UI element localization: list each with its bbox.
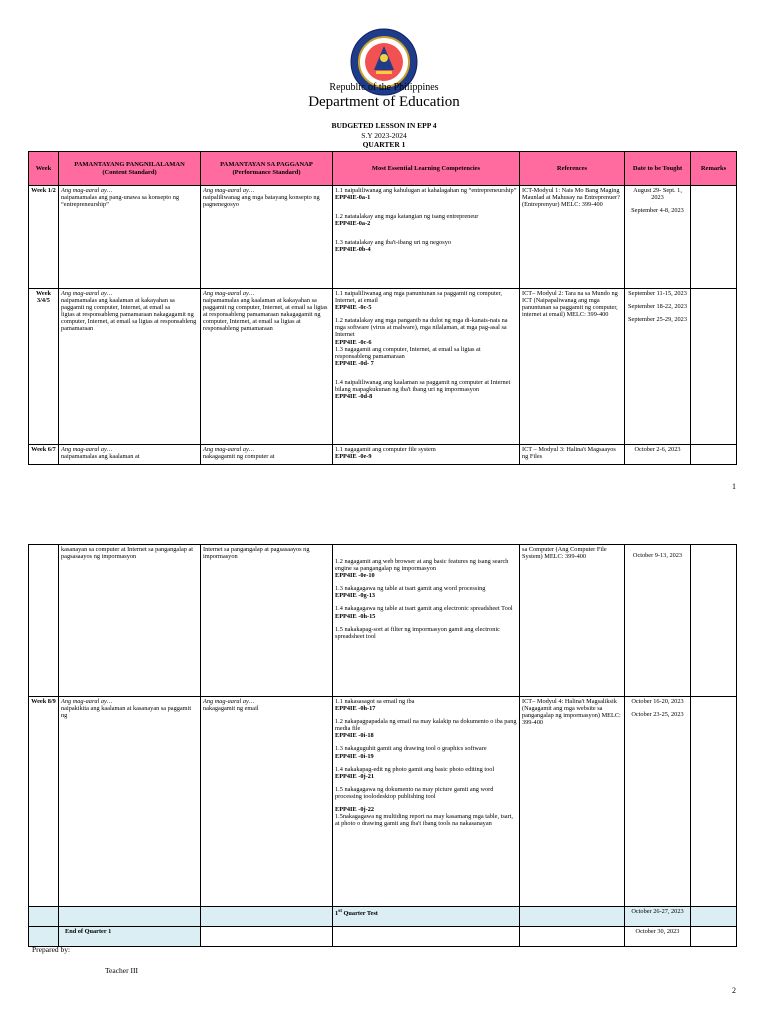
republic-line: Republic of the Philippines	[329, 82, 439, 93]
melc-cell: 1.1 nakasasagot sa email ng iba EPP4IE -0h-17 1.2 nakapagpapadala ng email na may kalakip na dokumento o iba pang media file EPP4IE -0i-18 1.3 nakaguguhit gamit ang drawing tool o graphics software EPP4IE -0i-19 1.4 nakakapag-edit ng photo gamit ang basic photo editing tool EPP4IE -0j-21 1.5 nakagagawa ng dokumento na may picture gamit ang word processing toolodesktop publishing tool EPP4IE -0j-22 1.5nakagagawa ng multiding report na may kasamang mga table, tsart, at photo o drawing gamit ang iba't ibang tools na nakasanayan	[333, 697, 520, 907]
header-melc: Most Essential Learning Competencies	[333, 152, 520, 186]
week-cell: Week 3/4/5	[29, 289, 59, 445]
week-cell	[29, 545, 59, 697]
date-cell: October 2-6, 2023	[625, 445, 691, 465]
date-cell: September 11-15, 2023 September 18-22, 2023 September 25-29, 2023	[625, 289, 691, 445]
quarter-label: QUARTER 1	[362, 140, 406, 149]
page-1	[0, 0, 768, 500]
performance-standard-cell: Internet sa pangangalap at pagsasaayos ng impormasyon	[201, 545, 333, 697]
prepared-by-label: Prepared by:	[32, 945, 71, 954]
header-references: References	[520, 152, 625, 186]
table-row	[29, 697, 737, 907]
end-of-quarter-date: October 30, 2023	[625, 927, 691, 947]
date-cell: August 29- Sept. 1, 2023 September 4-8, 2023	[625, 186, 691, 289]
week-cell: Week 8/9	[29, 697, 59, 907]
references-cell: ICT– Modyul 4: Halina't Magsaliksik (Nagagamit ang mga website sa pangangalap ng impormasyon) MELC: 399-400	[520, 697, 625, 907]
references-cell: sa Computer (Ang Computer File System) MELC: 399-400	[520, 545, 625, 697]
references-cell: ICT– Modyul 2: Tara na sa Mundo ng ICT (Naipapaliwanag ang mga panuntunan sa paggamit ng computer, internet at email) MELC: 399-400	[520, 289, 625, 445]
remarks-cell	[691, 289, 737, 445]
melc-cell: 1.1 nagagamit ang computer file system EPP4IE -0e-9	[333, 445, 520, 465]
melc-cell: 1.1 naipaliliwanag ang mga panuntunan sa paggamit ng computer, Internet, at email EPP4IE -0c-5 1.2 natatalakay ang mga panganib na dulot ng mga di-kanais-nais na mga software (virus at malware), mga nilalaman, at mga pag-asal sa Internet EPP4IE -0c-6 1.3 nagagamit ang computer, Internet, at email sa ligtas at responsableng pamamaraan EPP4IE -0d- 7 1.4 naipaliliwanag ang kaalaman sa paggamit ng computer at Internet bilang mapagkukunan ng iba't ibang uri ng impormasyon EPP4IE -0d-8	[333, 289, 520, 445]
document-title: BUDGETED LESSON IN EPP 4	[331, 121, 437, 130]
teacher-title: Teacher III	[105, 966, 138, 975]
quarter-test-label: 1st Quarter Test	[333, 907, 520, 927]
header-date: Date to be Tought	[625, 152, 691, 186]
end-of-quarter-label: End of Quarter 1	[59, 927, 201, 947]
page-number-1: 1	[732, 482, 736, 491]
quarter-test-row	[29, 907, 737, 927]
remarks-cell	[691, 545, 737, 697]
content-standard-cell: Ang mag-aaral ay… naipakikita ang kaalaman at kasanayan sa paggamit ng	[59, 697, 201, 907]
melc-cell: 1.1 naipaliliwanag ang kahulugan at kahalagahan ng “entrepreneurship” EPP4IE-0a-1 1.2 natatalakay ang mga katangian ng isang entrepreneur EPP4IE-0a-2 1.3 natatalakay ang iba't-ibang uri ng negosyo EPP4IE-0b-4	[333, 186, 520, 289]
melc-cell: 1.2 nagagamit ang web browser at ang basic features ng isang search engine sa pangangalap ng impormasyon EPP4IE -0e-10 1.3 nakagagawa ng table at tsart gamit ang word processing EPP4IE -0g-13 1.4 nakagagawa ng table at tsart gamit ang electronic spreadsheet Tool EPP4IE -0h-15 1.5 nakakapag-sort at filter ng impormasyon gamit ang electronic spreadsheet tool	[333, 545, 520, 697]
content-standard-cell: Ang mag-aaral ay… naipamamalas ang kaalaman at	[59, 445, 201, 465]
table-row	[29, 545, 737, 697]
content-standard-cell: Ang mag-aaral ay… naipamamalas ang kaalaman at kakayahan sa paggamit ng computer, Internet, at email sa ligtas at responsableng pamamaraan nakagagamit ng computer, Internet, at email sa ligtas at responsableng pamamaraan	[59, 289, 201, 445]
page-number-2: 2	[732, 986, 736, 995]
content-standard-cell: kasanayan sa computer at Internet sa pangangalap at pagsasaayos ng impormasyon	[59, 545, 201, 697]
lesson-table-page-2	[28, 544, 737, 947]
references-cell: ICT – Modyul 3: Halina't Magsaayos ng Files	[520, 445, 625, 465]
performance-standard-cell: Ang mag-aaral ay… nakagagamit ng email	[201, 697, 333, 907]
table-row	[29, 186, 737, 289]
table-row	[29, 445, 737, 465]
performance-standard-cell: Ang mag-aaral ay… naipaliliwanag ang mga batayang konsepto ng pagnenegosyo	[201, 186, 333, 289]
table-header-row	[29, 152, 737, 186]
school-year: S.Y 2023-2024	[361, 131, 407, 140]
department-title: Department of Education	[308, 94, 460, 110]
content-standard-cell: Ang mag-aaral ay… naipamamalas ang pang-unawa sa konsepto ng “entrepreneurship”	[59, 186, 201, 289]
end-of-quarter-row	[29, 927, 737, 947]
table-row	[29, 289, 737, 445]
lesson-table-page-1	[28, 151, 737, 465]
header-week: Week	[29, 152, 59, 186]
date-cell: October 16-20, 2023 October 23-25, 2023	[625, 697, 691, 907]
remarks-cell	[691, 445, 737, 465]
page-2	[0, 500, 768, 1024]
header-performance-standard: PAMANTAYAN SA PAGGANAP (Performance Standard)	[201, 152, 333, 186]
performance-standard-cell: Ang mag-aaral ay… nakagagamit ng computer at	[201, 445, 333, 465]
week-cell: Week 1/2	[29, 186, 59, 289]
remarks-cell	[691, 186, 737, 289]
quarter-test-date: October 26-27, 2023	[625, 907, 691, 927]
week-cell: Week 6/7	[29, 445, 59, 465]
remarks-cell	[691, 697, 737, 907]
performance-standard-cell: Ang mag-aaral ay… naipamamalas ang kaalaman at kakayahan sa paggamit ng computer, Internet, at email sa ligtas at responsableng pamamaraan nakagagamit ng computer, Internet, at email sa ligtas at responsableng pamamaraan	[201, 289, 333, 445]
date-cell: October 9-13, 2023	[625, 545, 691, 697]
header-content-standard: PAMANTAYANG PANGNILALAMAN (Content Standard)	[59, 152, 201, 186]
references-cell: ICT-Modyul 1: Nais Mo Bang Maging Maunlad at Mahusay na Entreprenuer? (Entreprenyur) MELC: 399-400	[520, 186, 625, 289]
header-remarks: Remarks	[691, 152, 737, 186]
